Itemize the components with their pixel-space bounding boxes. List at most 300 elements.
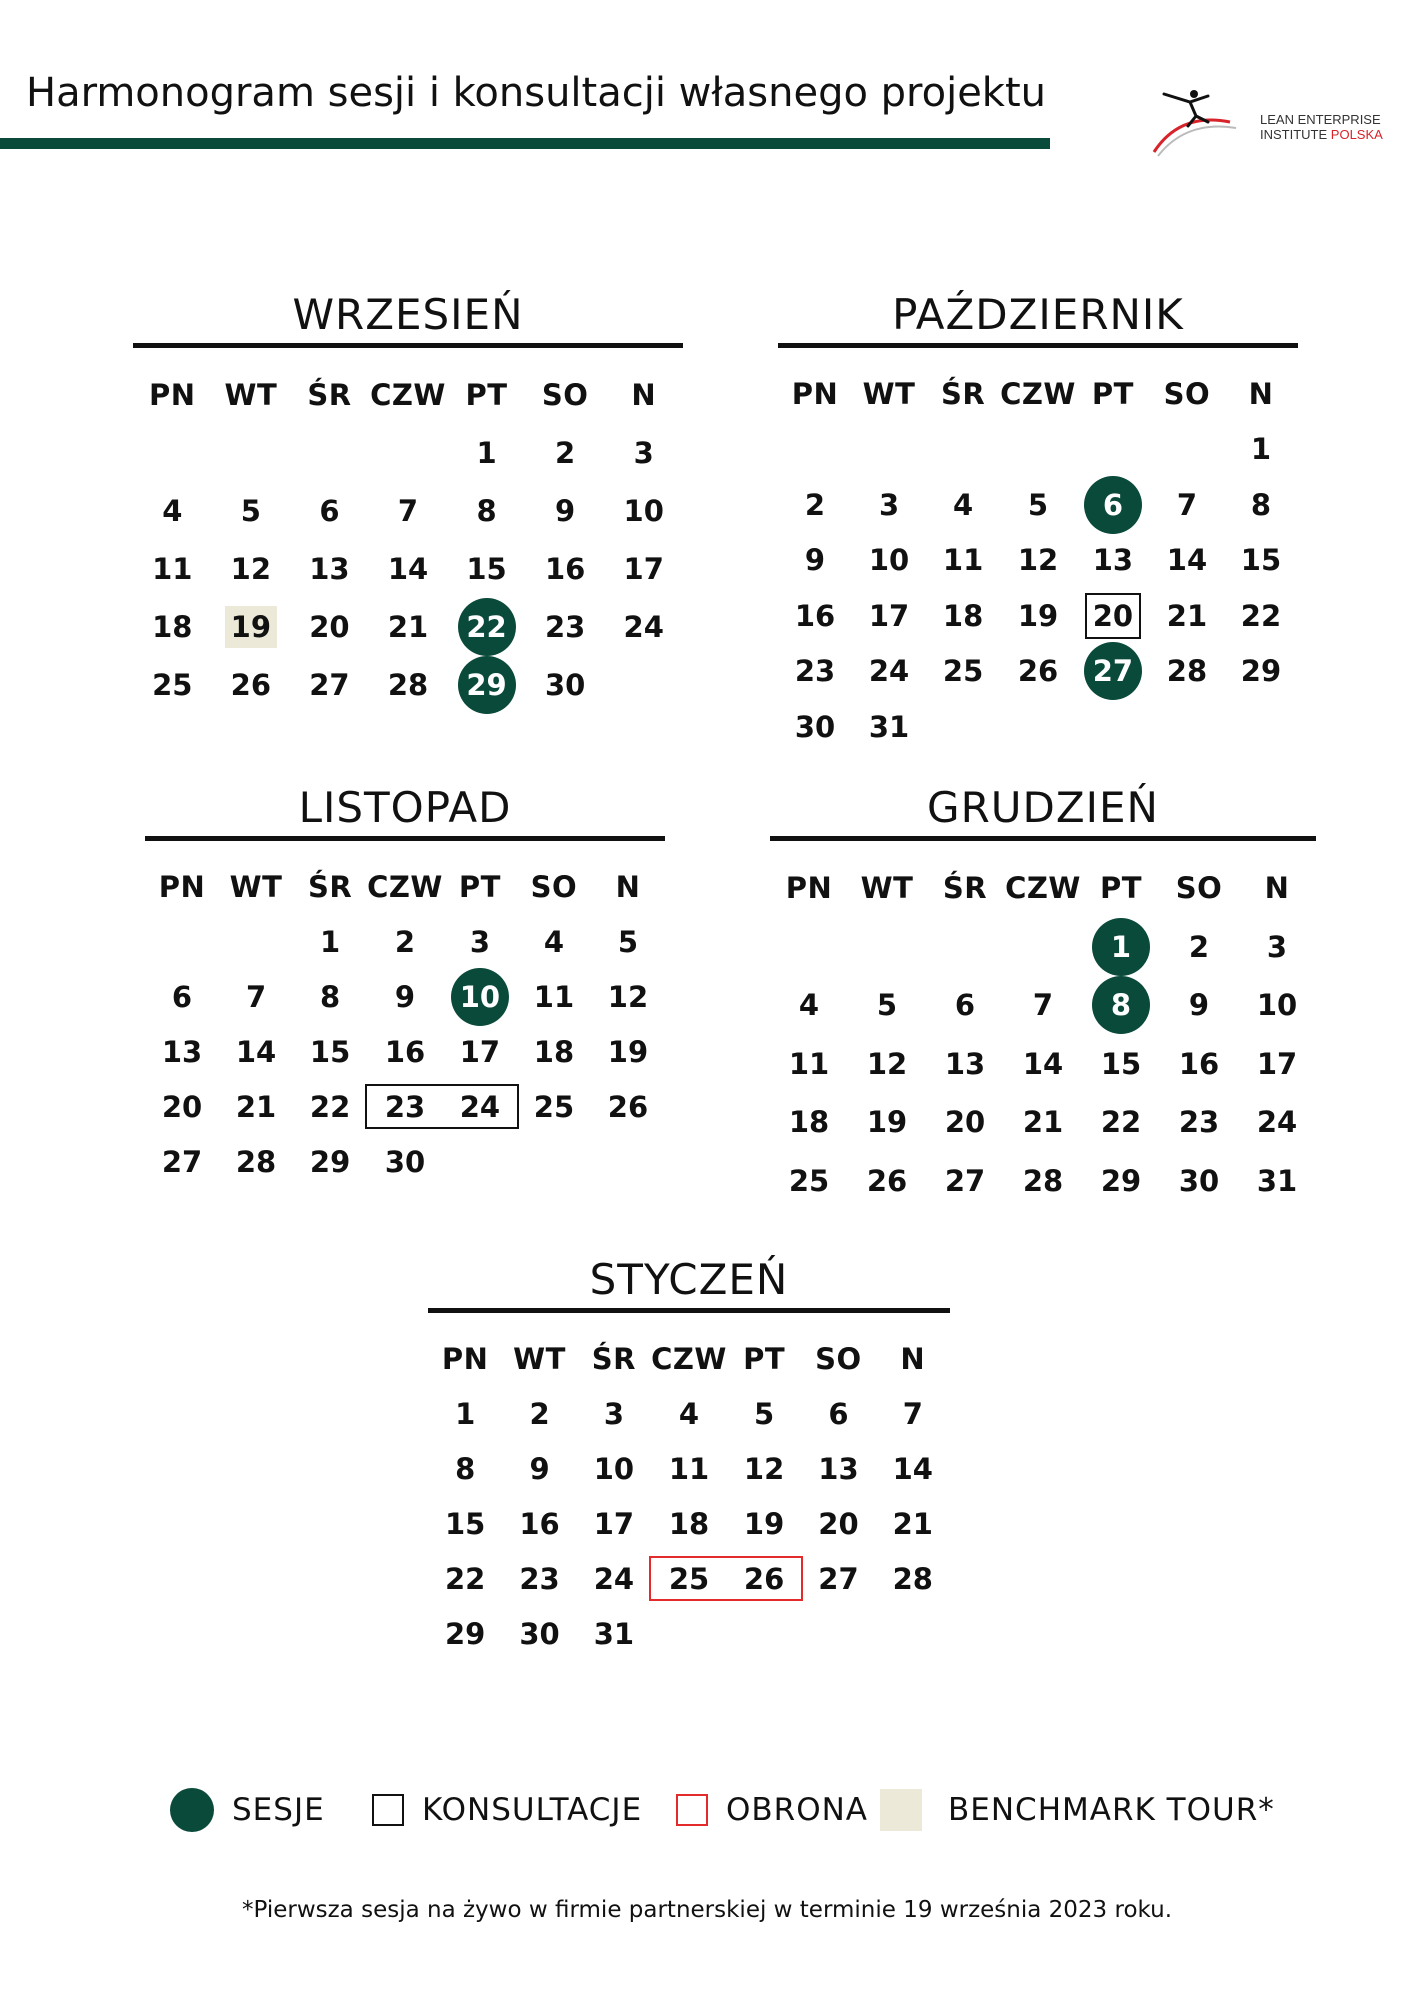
day-number: 20 [1087,595,1139,637]
weekday-header: N [900,1341,926,1376]
day-cell [604,424,683,482]
day-cell [447,482,526,540]
day-number: 11 [533,979,575,1014]
day-number: 26 [743,1561,785,1596]
day-number: 17 [868,598,910,633]
day-number: 9 [804,543,826,578]
day-cell [1000,477,1076,533]
day-number: 2 [394,924,416,959]
day-cell [852,588,926,644]
day-cell [591,1079,665,1134]
day-cell [145,1079,219,1134]
day-cell [212,540,291,598]
day-number: 11 [152,552,193,586]
empty-cell [926,422,1000,478]
day-number: 4 [798,988,820,1023]
day-cell [1238,1093,1316,1152]
day-cell [145,1134,219,1189]
day-number: 23 [794,654,836,689]
day-cell [526,598,605,656]
day-cell [577,1386,651,1441]
day-number: 5 [1027,487,1049,522]
day-number: 29 [1100,1163,1142,1198]
day-cell [369,540,448,598]
month-title-rule [770,836,1316,841]
calendar-listopad [145,780,665,1189]
weekday-header: WT [862,376,916,411]
weekday-header: N [1248,376,1274,411]
empty-cell [1150,422,1224,478]
day-cell [1160,1093,1238,1152]
day-number: 15 [445,1506,486,1541]
day-number: 7 [902,1396,923,1431]
day-cell [1000,533,1076,589]
empty-cell [369,424,448,482]
weekday-header: ŚR [307,869,353,904]
day-number: 20 [818,1506,859,1541]
day-cell [517,1024,591,1079]
day-cell [876,1386,950,1441]
day-cell [876,1441,950,1496]
day-number: 4 [952,487,974,522]
day-cell [502,1386,576,1441]
day-cell-sesja [1076,477,1150,533]
weekday-header: ŚR [940,376,986,411]
day-number: 1 [1092,918,1150,976]
day-cell [428,1386,502,1441]
day-number: 26 [866,1163,908,1198]
day-cell-benchmark [212,598,291,656]
day-cell [212,482,291,540]
empty-cell [926,918,1004,977]
weekday-header: WT [513,1341,566,1376]
day-number: 6 [828,1396,849,1431]
day-number: 21 [1022,1105,1064,1140]
day-cell-sesja [447,598,526,656]
day-cell-sesja [1082,918,1160,977]
weekday-header: CZW [1005,871,1081,906]
legend-sesje [170,1782,325,1838]
day-cell [212,656,291,714]
day-number: 3 [603,1396,624,1431]
day-cell [1224,588,1298,644]
day-cell [447,540,526,598]
day-number: 24 [623,610,664,644]
day-cell [651,1441,727,1496]
day-cell [770,1035,848,1094]
day-cell [852,699,926,755]
day-cell [926,533,1000,589]
calendar-wrzesien [133,287,683,714]
month-title: STYCZEŃ [589,1255,789,1304]
day-cell [926,477,1000,533]
day-number: 29 [1240,654,1282,689]
day-number: 23 [384,1089,426,1124]
day-number: 4 [543,924,565,959]
day-number: 22 [309,1089,351,1124]
day-cell [1000,588,1076,644]
day-cell [526,540,605,598]
day-cell [778,644,852,700]
empty-cell [219,914,293,969]
footnote: *Pierwsza sesja na żywo w firmie partnerskiej w terminie 19 września 2023 roku. [241,1897,1173,1923]
day-number: 29 [458,656,516,714]
day-cell [428,1551,502,1606]
header-accent-bar [0,138,1050,149]
calendar-pazdziernik [778,287,1298,755]
weekday-header: CZW [367,869,443,904]
day-cell [219,969,293,1024]
month-title-rule [428,1308,950,1313]
weekday-header: SO [815,1341,862,1376]
day-cell [848,976,926,1035]
day-number: 3 [633,436,654,470]
day-number: 29 [445,1616,486,1651]
day-number: 30 [384,1144,426,1179]
day-number: 19 [1017,598,1059,633]
konsultacja-swatch-icon [372,1794,404,1826]
day-number: 24 [459,1089,501,1124]
legend-konsultacje [372,1782,642,1838]
day-number: 13 [161,1034,203,1069]
day-cell [293,1134,367,1189]
day-number: 18 [152,610,193,644]
day-cell-sesja [447,656,526,714]
day-number: 15 [1100,1046,1142,1081]
day-number: 27 [818,1561,859,1596]
day-number: 19 [866,1105,908,1140]
weekday-header: ŚR [591,1341,637,1376]
day-number: 2 [804,487,826,522]
day-cell [502,1496,576,1551]
month-title: GRUDZIEŃ [927,783,1159,832]
day-cell [801,1551,875,1606]
day-cell [1238,1035,1316,1094]
weekday-header: SO [1175,871,1223,906]
legend-obrona-label: OBRONA [726,1792,869,1828]
day-cell [293,1024,367,1079]
day-number: 4 [162,494,183,528]
day-number: 7 [245,979,267,1014]
day-number: 25 [942,654,984,689]
day-number: 16 [384,1034,426,1069]
weekday-header: N [1264,871,1290,906]
day-number: 27 [309,668,350,702]
month-grid [428,1331,950,1661]
day-cell [219,1134,293,1189]
day-number: 26 [230,668,272,702]
day-cell [727,1496,801,1551]
day-cell [1150,533,1224,589]
logo-line-2: INSTITUTE [1260,127,1331,142]
page-title: Harmonogram sesji i konsultacji własnego projektu [26,70,1046,116]
day-cell [447,424,526,482]
day-number: 8 [319,979,341,1014]
day-number: 14 [1166,543,1208,578]
day-number: 18 [533,1034,575,1069]
empty-cell [1000,422,1076,478]
day-cell [133,482,212,540]
day-cell [727,1386,801,1441]
day-number: 30 [519,1616,560,1651]
day-number: 25 [788,1163,830,1198]
day-number: 31 [593,1616,635,1651]
day-cell [526,424,605,482]
empty-cell [145,914,219,969]
day-cell [778,699,852,755]
day-cell [778,477,852,533]
day-cell [801,1441,875,1496]
day-cell [1082,1035,1160,1094]
weekday-header: PN [785,871,833,906]
day-cell [290,540,369,598]
empty-cell [852,422,926,478]
weekday-header: CZW [370,378,446,412]
month-title-rule [133,343,683,348]
day-cell [801,1496,875,1551]
day-number: 30 [544,668,586,702]
day-cell [133,540,212,598]
day-number: 10 [451,968,509,1026]
day-number: 28 [1166,654,1208,689]
day-number: 9 [1188,988,1210,1023]
day-number: 17 [459,1034,501,1069]
day-cell [526,482,605,540]
month-grid [770,859,1316,1210]
day-cell [1238,976,1316,1035]
day-cell [367,1134,443,1189]
day-number: 6 [319,494,340,528]
day-number: 30 [794,709,836,744]
month-grid [778,366,1298,755]
day-number: 28 [892,1561,933,1596]
day-number: 25 [668,1561,710,1596]
day-cell [876,1496,950,1551]
day-cell [293,969,367,1024]
day-cell [1238,1152,1316,1211]
month-title-rule [145,836,665,841]
day-number: 16 [1178,1046,1220,1081]
calendar-styczen [428,1252,950,1661]
weekday-header: PT [458,869,501,904]
day-cell [1150,477,1224,533]
logo-line-2-accent: POLSKA [1330,127,1383,142]
day-number: 8 [1092,976,1150,1034]
day-cell [145,1024,219,1079]
day-cell [1224,644,1298,700]
day-cell [1160,1035,1238,1094]
day-number: 28 [235,1144,277,1179]
day-cell-sesja [1082,976,1160,1035]
day-cell [369,482,448,540]
day-number: 11 [788,1046,830,1081]
logo-figure-icon [1150,82,1260,162]
day-cell [290,656,369,714]
day-number: 27 [161,1144,203,1179]
day-number: 7 [1176,487,1198,522]
day-number: 11 [668,1451,710,1486]
day-number: 19 [225,606,277,648]
day-number: 14 [1022,1046,1064,1081]
day-number: 2 [555,436,576,470]
empty-cell [1076,422,1150,478]
day-number: 12 [866,1046,908,1081]
day-cell [290,482,369,540]
month-grid [133,366,683,714]
day-cell [293,1079,367,1134]
day-number: 17 [1256,1046,1298,1081]
day-cell [852,533,926,589]
day-number: 6 [171,979,193,1014]
day-cell [1160,918,1238,977]
day-number: 13 [944,1046,986,1081]
weekday-header: N [615,869,641,904]
day-cell [502,1606,576,1661]
legend-benchmark [880,1782,1275,1838]
weekday-header: WT [229,869,283,904]
day-number: 5 [876,988,898,1023]
day-number: 20 [161,1089,203,1124]
day-cell [778,588,852,644]
day-cell [801,1386,875,1441]
month-title: WRZESIEŃ [292,290,524,339]
day-number: 14 [387,552,429,586]
day-cell [591,969,665,1024]
day-cell [367,914,443,969]
day-cell [926,976,1004,1035]
day-number: 13 [1092,543,1134,578]
weekday-header: SO [530,869,578,904]
weekday-header: SO [1163,376,1211,411]
day-number: 24 [868,654,910,689]
day-number: 7 [1032,988,1054,1023]
day-cell [1224,533,1298,589]
day-number: 1 [1250,432,1272,467]
day-cell [1150,644,1224,700]
day-number: 30 [1178,1163,1220,1198]
day-cell [145,969,219,1024]
day-cell [219,1024,293,1079]
day-cell [577,1551,651,1606]
day-number: 17 [623,552,664,586]
day-cell [848,1035,926,1094]
day-number: 18 [942,598,984,633]
weekday-header: PN [441,1341,489,1376]
weekday-header: PT [1091,376,1134,411]
day-number: 4 [678,1396,700,1431]
day-cell [1076,533,1150,589]
day-number: 8 [1250,487,1272,522]
day-number: 27 [944,1163,986,1198]
day-number: 18 [668,1506,710,1541]
day-number: 21 [387,610,429,644]
day-cell [133,598,212,656]
day-number: 8 [455,1451,476,1486]
weekday-header: PN [791,376,839,411]
day-cell [367,1024,443,1079]
legend-benchmark-label: BENCHMARK TOUR* [948,1792,1275,1828]
day-number: 22 [1240,598,1282,633]
day-cell-sesja [1076,644,1150,700]
day-number: 22 [458,598,516,656]
day-number: 5 [240,494,261,528]
day-number: 20 [944,1105,986,1140]
day-cell [526,656,605,714]
day-number: 23 [519,1561,560,1596]
weekday-header: WT [860,871,914,906]
day-cell [293,914,367,969]
day-cell [443,914,517,969]
month-title: LISTOPAD [298,783,512,832]
day-number: 19 [743,1506,785,1541]
day-cell [577,1606,651,1661]
day-cell [1004,1093,1082,1152]
day-cell [1082,1152,1160,1211]
month-grid [145,859,665,1189]
legend-obrona [676,1782,868,1838]
legend-konsultacje-label: KONSULTACJE [422,1792,643,1828]
day-cell [428,1606,502,1661]
day-number: 14 [235,1034,277,1069]
day-cell [604,482,683,540]
day-cell [770,1093,848,1152]
weekday-header: ŚR [307,378,352,412]
day-number: 28 [387,668,429,702]
day-cell [770,976,848,1035]
empty-cell [1004,918,1082,977]
day-number: 11 [942,543,984,578]
day-number: 9 [529,1451,550,1486]
legend-sesje-label: SESJE [232,1792,325,1828]
month-title: PAŹDZIERNIK [892,290,1184,339]
benchmark-swatch-icon [880,1789,922,1831]
day-cell [428,1496,502,1551]
logo-text [1260,112,1383,142]
day-number: 12 [1017,543,1059,578]
day-number: 18 [788,1105,830,1140]
day-cell [517,1079,591,1134]
day-cell [1150,588,1224,644]
day-number: 14 [892,1451,933,1486]
weekday-header: CZW [1000,376,1076,411]
day-cell [1160,1152,1238,1211]
empty-cell [290,424,369,482]
day-number: 5 [617,924,639,959]
day-number: 28 [1022,1163,1064,1198]
calendar-grudzien [770,780,1316,1210]
day-number: 10 [593,1451,635,1486]
day-number: 23 [1178,1105,1220,1140]
day-cell [1160,976,1238,1035]
day-number: 8 [476,494,497,528]
sesja-swatch-icon [170,1788,214,1832]
day-cell [926,644,1000,700]
weekday-header: CZW [651,1341,727,1376]
day-number: 19 [607,1034,649,1069]
day-number: 15 [309,1034,351,1069]
day-cell-konsultacja [1076,588,1150,644]
weekday-header: PN [158,869,206,904]
day-number: 16 [544,552,586,586]
empty-cell [778,422,852,478]
day-number: 21 [892,1506,933,1541]
day-cell [651,1496,727,1551]
day-number: 31 [1256,1163,1298,1198]
day-cell [604,598,683,656]
day-number: 21 [1166,598,1208,633]
day-number: 16 [519,1506,560,1541]
day-cell [926,1152,1004,1211]
